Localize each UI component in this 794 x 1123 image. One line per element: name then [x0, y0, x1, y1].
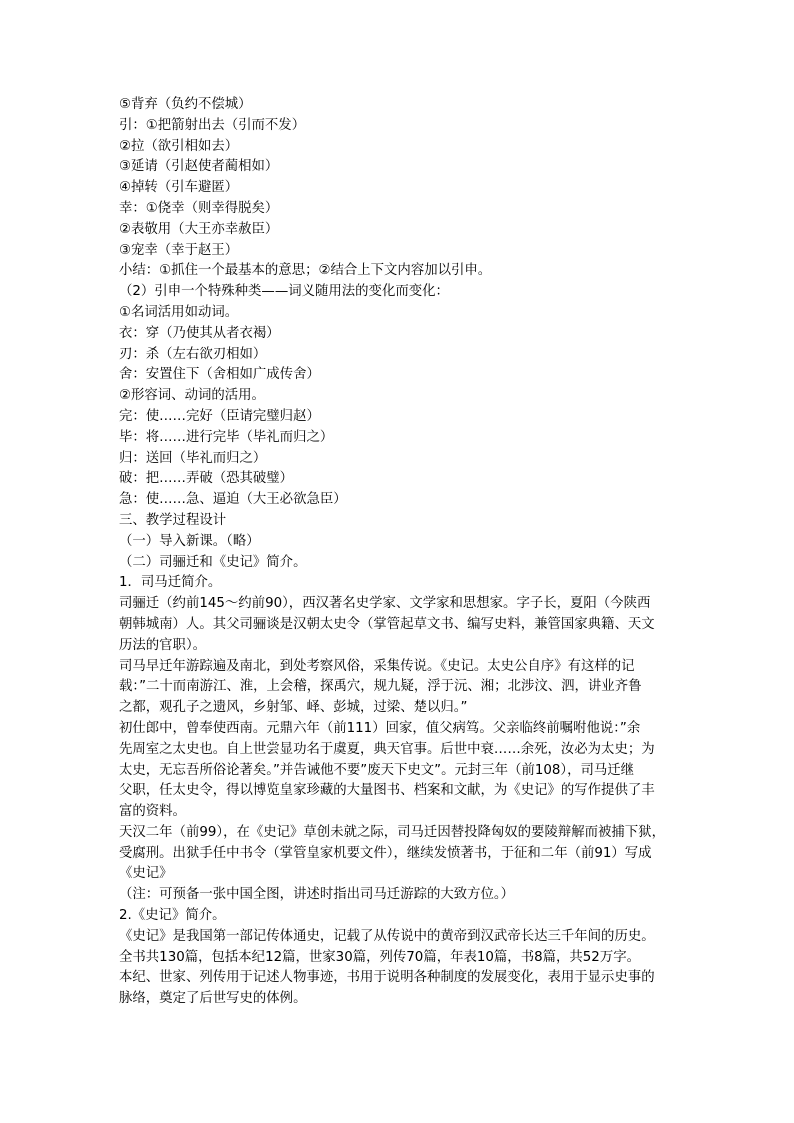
text-line: 归：送回（毕礼而归之）	[119, 450, 267, 466]
paragraph-line: 本纪、世家、列传用于记述人物事迹，书用于说明各种制度的发展变化，表用于显示史事的	[119, 970, 655, 986]
paragraph-line: 初仕郎中，曾奉使西南。元鼎六年（前111）回家，值父病笃。父亲临终前嘱咐他说：”余	[119, 720, 641, 736]
text-line: 完：使……完好（臣请完璧归赵）	[119, 408, 320, 424]
paragraph-line: 先周室之太史也。自上世尝显功名于虞夏，典天官事。后世中衰……余死，汝必为太史；为	[119, 741, 655, 757]
text-line: 引：①把箭射出去（引而不发）	[119, 117, 306, 133]
paragraph-line: 《史记》是我国第一部记传体通史，记载了从传说中的黄帝到汉武帝长达三千年间的历史。	[119, 928, 655, 944]
paragraph-line: 富的资料。	[119, 804, 186, 820]
section-heading: 三、教学过程设计	[119, 512, 227, 528]
text-line: 急：使……急、逼迫（大王必欲急臣）	[119, 492, 347, 508]
text-line: ②表敬用（大王亦幸赦臣）	[119, 221, 279, 237]
text-line: ⑤背弃（负约不偿城）	[119, 97, 252, 112]
paragraph-line: 历法的官职）。	[119, 637, 207, 653]
text-line: 毕：将……进行完毕（毕礼而归之）	[119, 429, 334, 445]
text-line: ①名词活用如动词。	[119, 304, 239, 320]
subsection-heading: 2.《史记》简介。	[119, 908, 226, 924]
text-line: ④掉转（引车避匿）	[119, 180, 239, 196]
text-line: 幸：①侥幸（则幸得脱矣）	[119, 200, 279, 216]
paragraph-line: 天汉二年（前99），在《史记》草创未就之际，司马迁因替投降匈奴的要陵辩解而被捕下狱，	[119, 824, 665, 840]
text-line: （2）引申一个特殊种类——词义随用法的变化而变化：	[119, 284, 449, 300]
text-line: 刃：杀（左右欲刃相如）	[119, 346, 267, 362]
text-line: ②形容词、动词的活用。	[119, 388, 265, 404]
paragraph-line: 司骊迁（约前145～约前90），西汉著名史学家、文学家和思想家。字子长，夏阳（今陕西	[119, 596, 651, 612]
paragraph-line: 父职，任太史令，得以博览皇家珍藏的大量图书、档案和文献，为《史记》的写作提供了丰	[119, 783, 655, 799]
subsection-heading: （一）导入新课。（略）	[119, 533, 260, 549]
subsection-heading: 1．司马迁简介。	[119, 575, 222, 591]
paragraph-line: 《史记》	[119, 866, 173, 882]
text-line: 破：把……弄破（恐其破璧）	[119, 471, 294, 487]
text-line: 衣：穿（乃使其从者衣褐）	[119, 325, 280, 341]
text-line: 舍：安置住下（舍相如广成传舍）	[119, 367, 320, 383]
text-line: ③宠幸（幸于赵王）	[119, 242, 239, 258]
text-line: ③延请（引赵使者蔺相如）	[119, 159, 279, 175]
paragraph-line: 之都，观孔子之遗风，乡射邹、峄、彭城，过梁、楚以归。”	[119, 700, 468, 716]
paragraph-line: 全书共130篇，包括本纪12篇，世家30篇，列传70篇，年表10篇，书8篇，共52万字。	[119, 949, 640, 965]
paragraph-line: 司马早迁年游踪遍及南北，到处考察风俗，采集传说。《史记。太史公自序》有这样的记	[119, 658, 635, 674]
paragraph-line: 载：”二十而南游江、淮，上会稽，探禹穴，规九疑，浮于沅、湘；北涉汶、泗，讲业齐鲁	[119, 679, 642, 695]
paragraph-line: 受腐刑。出狱手任中书令（掌管皇家机要文件），继续发愤著书，于征和二年（前91）写成	[119, 845, 652, 861]
note-line: （注：可预备一张中国全图，讲述时指出司马迁游踪的大致方位。）	[119, 887, 515, 903]
subsection-heading: （二）司骊迁和《史记》简介。	[119, 554, 307, 570]
paragraph-line: 朝韩城南）人。其父司骊谈是汉朝太史令（掌管起草文书、编写史料，兼管国家典籍、天文	[119, 616, 655, 632]
paragraph-line: 太史，无忘吾所俗论著矣。”并告诫他不要”废天下史文”。元封三年（前108），司马迁继	[119, 762, 635, 778]
text-line: ②拉（欲引相如去）	[119, 138, 239, 154]
document-page	[119, 95, 679, 1010]
paragraph-line: 脉络，奠定了后世写史的体例。	[119, 991, 307, 1007]
summary-line: 小结：①抓住一个最基本的意思；②结合上下文内容加以引申。	[119, 263, 492, 279]
